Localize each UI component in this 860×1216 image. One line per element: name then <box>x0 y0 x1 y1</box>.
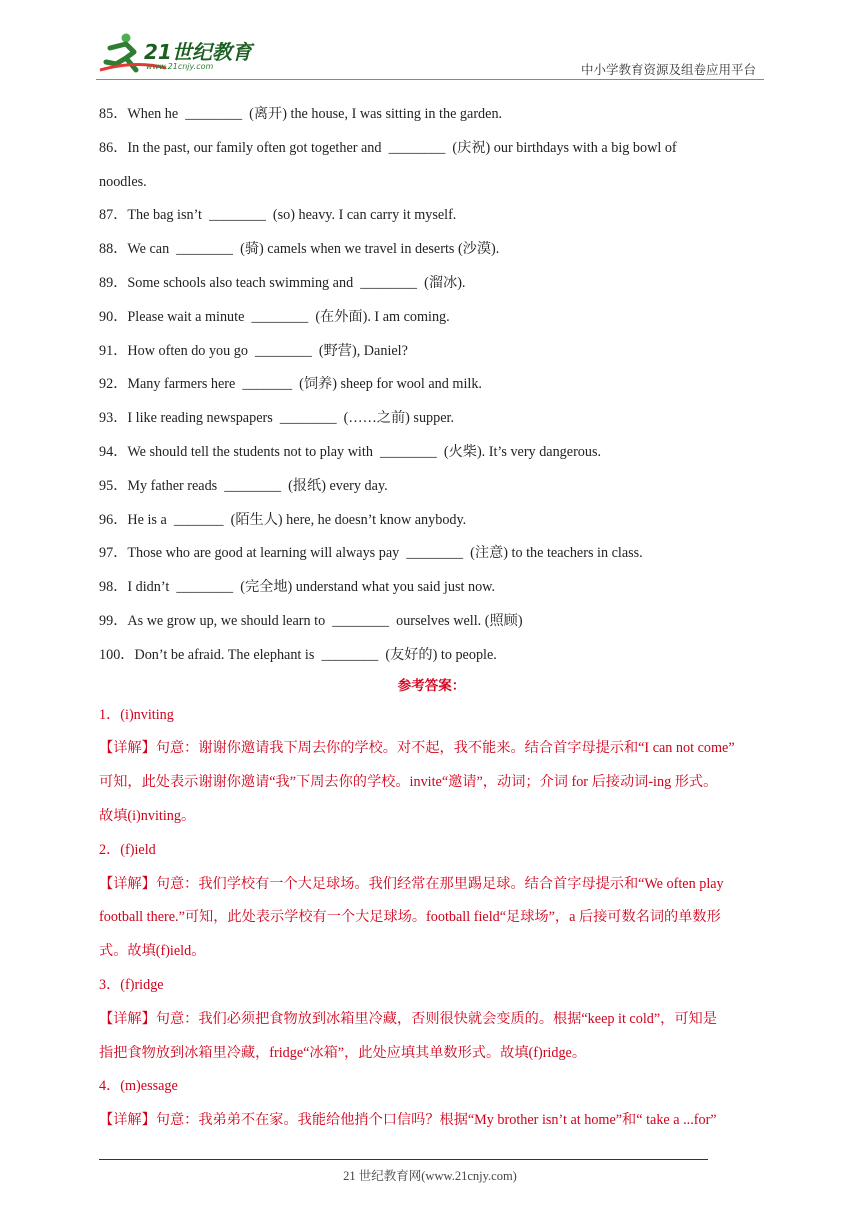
header-divider <box>96 79 764 80</box>
question-line: 93．I like reading newspapers ________ (……之前) supper. <box>99 410 455 427</box>
question-line: 94．We should tell the students not to play with ________ (火柴). It’s very dangerous. <box>99 443 602 460</box>
question-line: 87．The bag isn’t ________ (so) heavy. I can carry it myself. <box>99 207 457 224</box>
platform-name: 中小学教育资源及组卷应用平台 <box>580 62 756 77</box>
answer-explanation-line: 式。故填(f)ield。 <box>99 943 206 960</box>
question-line: 88．We can ________ (骑) camels when we travel in deserts (沙漠). <box>99 241 500 258</box>
question-line: 89．Some schools also teach swimming and ________ (溜冰). <box>99 274 466 291</box>
footer-divider <box>99 1159 708 1160</box>
answer-explanation-line: 【详解】句意：我们学校有一个大足球场。我们经常在那里踢足球。结合首字母提示和“We often play <box>99 875 724 892</box>
answer-explanation-line: 【详解】句意：我们必须把食物放到冰箱里冷藏，否则很快就会变质的。根据“keep it cold”，可知是 <box>99 1010 717 1027</box>
answer-explanation-line: 故填(i)nviting。 <box>99 807 196 824</box>
question-line: 98．I didn’t ________ (完全地) understand what you said just now. <box>99 579 496 596</box>
question-line: 85．When he ________ (离开) the house, I was sitting in the garden. <box>99 106 503 122</box>
answer-explanation-line: 【详解】句意：谢谢你邀请我下周去你的学校。对不起，我不能来。结合首字母提示和“I can not come” <box>99 740 735 757</box>
document-body <box>99 98 764 1138</box>
answer-explanation-line: 【详解】句意：我弟弟不在家。我能给他捎个口信吗？根据“My brother isn’t at home”和“ take a ...for” <box>99 1112 717 1129</box>
question-line: noodles. <box>99 173 147 190</box>
answer-explanation-line: 指把食物放到冰箱里冷藏，fridge“冰箱”，此处应填其单数形式。故填(f)ridge。 <box>99 1044 587 1061</box>
answer-explanation-line: 可知，此处表示谢谢你邀请“我”下周去你的学校。invite“邀请”，动词；介词 for 后接动词-ing 形式。 <box>99 774 718 791</box>
question-line: 96．He is a _______ (陌生人) here, he doesn’t know anybody. <box>99 511 467 528</box>
question-line: 100．Don’t be afraid. The elephant is ________ (友好的) to people. <box>99 646 497 663</box>
answer-number: 4．(m)essage <box>99 1078 178 1095</box>
answer-list <box>99 699 764 1138</box>
question-line: 91．How often do you go ________ (野营), Daniel? <box>99 342 408 359</box>
answer-number: 3．(f)ridge <box>99 976 164 993</box>
page-footer: 21 世纪教育网(www.21cnjy.com) <box>343 1169 517 1183</box>
question-line: 90．Please wait a minute ________ (在外面). I am coming. <box>99 308 450 325</box>
page-header <box>0 0 860 80</box>
answers-title: 参考答案： <box>397 677 466 694</box>
logo-url: www.21cnjy.com <box>146 62 214 71</box>
answer-number: 1．(i)nviting <box>99 706 174 723</box>
question-line: 97．Those who are good at learning will always pay ________ (注意) to the teachers in class. <box>99 545 643 562</box>
answer-explanation-line: football there.”可知，此处表示学校有一个大足球场。football field“足球场”，a 后接可数名词的单数形 <box>99 909 721 926</box>
question-line: 86．In the past, our family often got together and ________ (庆祝) our birthdays with a big bowl of <box>99 139 677 156</box>
question-line: 92．Many farmers here _______ (饲养) sheep for wool and milk. <box>99 376 482 393</box>
question-line: 95．My father reads ________ (报纸) every day. <box>99 477 388 494</box>
question-list <box>99 98 764 673</box>
site-logo <box>96 32 266 76</box>
question-line: 99．As we grow up, we should learn to ________ ourselves well. (照顾) <box>99 612 523 629</box>
answer-number: 2．(f)ield <box>99 841 156 858</box>
logo-text: 21世纪教育 <box>144 40 252 64</box>
